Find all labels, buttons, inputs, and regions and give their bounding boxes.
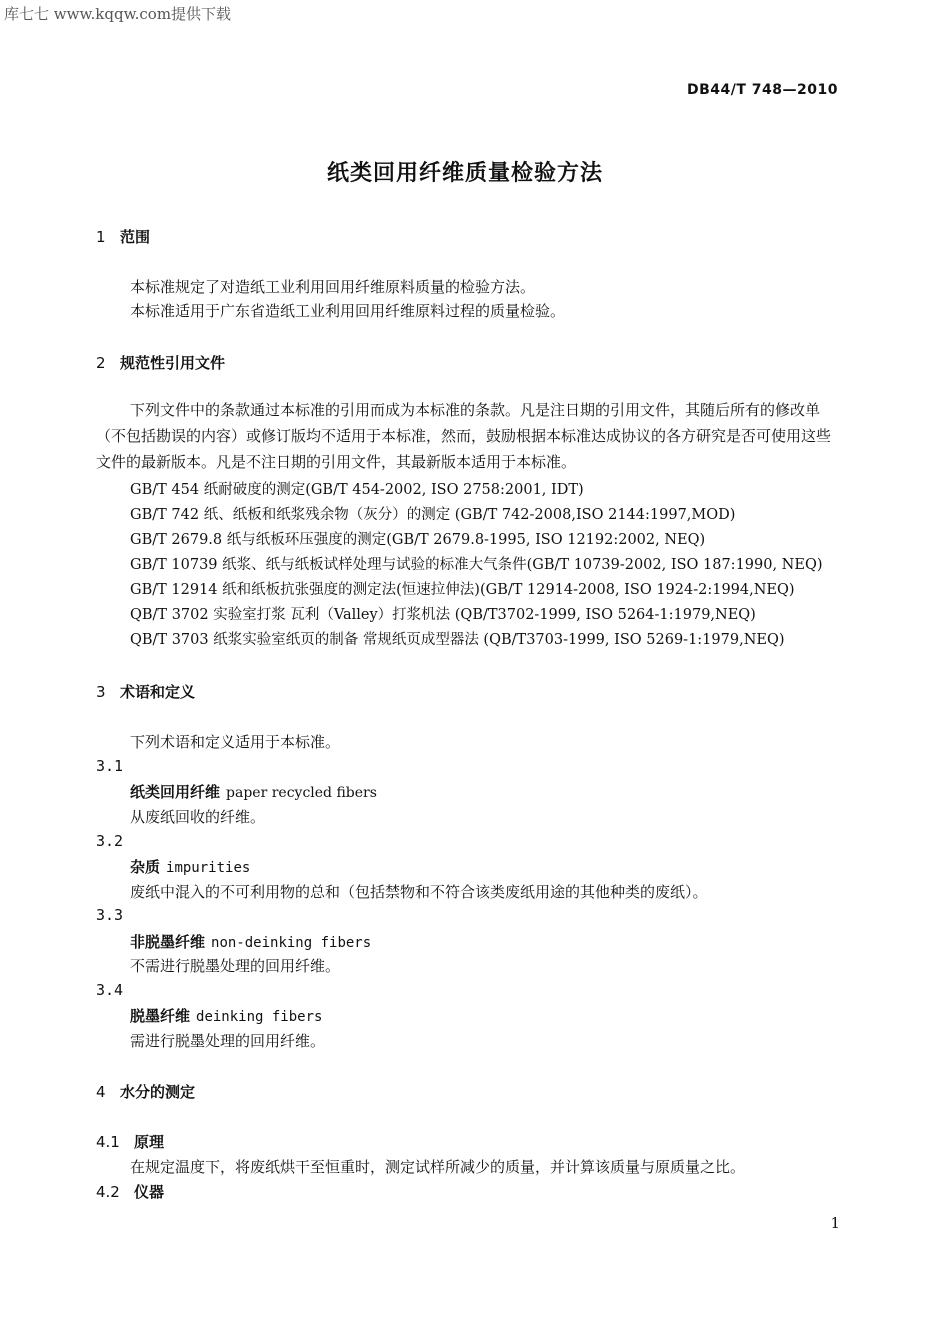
term-definition: 从废纸回收的纤维。	[130, 808, 266, 826]
term-clause-number: 3.4	[96, 981, 124, 999]
section-2-heading	[96, 352, 225, 373]
term-chinese: 纸类回用纤维	[130, 783, 221, 801]
term-english: deinking fibers	[196, 1009, 323, 1025]
section-number: 3	[96, 683, 106, 701]
section-3-heading	[96, 681, 195, 702]
subsection-title: 仪器	[134, 1183, 165, 1201]
term-definition: 废纸中混入的不可利用物的总和（包括禁物和不符合该类废纸用途的其他种类的废纸）。	[130, 883, 708, 901]
section-title: 规范性引用文件	[120, 354, 226, 372]
paragraph-line: 本标准规定了对造纸工业利用回用纤维原料质量的检验方法。	[130, 278, 536, 296]
reference-item: QB/T 3702 实验室打浆 瓦利（Valley）打浆机法 (QB/T3702-1999, ISO 5264-1:1979,NEQ)	[130, 607, 756, 623]
standard-code: DB44/T 748—2010	[687, 82, 838, 98]
principle-text: 在规定温度下，将废纸烘干至恒重时，测定试样所减少的质量，并计算该质量与原质量之比。	[130, 1158, 746, 1176]
section-1-heading	[96, 226, 150, 247]
reference-item: GB/T 2679.8 纸与纸板环压强度的测定(GB/T 2679.8-1995, ISO 12192:2002, NEQ)	[130, 532, 706, 548]
term-entry	[130, 856, 250, 877]
term-entry	[130, 931, 371, 952]
term-english: impurities	[166, 860, 251, 876]
document-title: 纸类回用纤维质量检验方法	[326, 161, 603, 186]
references-intro-text: 下列文件中的条款通过本标准的引用而成为本标准的条款。凡是注日期的引用文件，其随后所有的修改单（不包括勘误的内容）或修订版均不适用于本标准，然而，鼓励根据本标准达成协议的各方研究是否可使用这些文件的最新版本。凡是不注日期的引用文件，其最新版本适用于本标准。	[96, 401, 832, 471]
section-number: 2	[96, 354, 106, 372]
term-definition: 不需进行脱墨处理的回用纤维。	[130, 957, 341, 975]
references-intro-paragraph	[96, 397, 844, 475]
terms-intro: 下列术语和定义适用于本标准。	[130, 733, 341, 751]
subsection-number: 4.1	[96, 1133, 120, 1151]
term-chinese: 杂质	[130, 858, 161, 876]
term-entry	[130, 781, 377, 802]
section-title: 范围	[120, 228, 151, 246]
term-clause-number: 3.3	[96, 906, 124, 924]
reference-item: QB/T 3703 纸浆实验室纸页的制备 常规纸页成型器法 (QB/T3703-1999, ISO 5269-1:1979,NEQ)	[130, 632, 785, 648]
subsection-number: 4.2	[96, 1183, 120, 1201]
term-english: paper recycled fibers	[226, 785, 377, 801]
reference-item: GB/T 454 纸耐破度的测定(GB/T 454-2002, ISO 2758:2001, IDT)	[130, 482, 584, 498]
term-clause-number: 3.1	[96, 757, 124, 775]
subsection-4-1-heading	[96, 1131, 164, 1152]
term-clause-number: 3.2	[96, 832, 124, 850]
section-4-heading	[96, 1081, 195, 1102]
subsection-4-2-heading	[96, 1181, 164, 1202]
section-number: 4	[96, 1083, 106, 1101]
section-title: 术语和定义	[120, 683, 196, 701]
watermark-text: 库七七 www.kqqw.com提供下载	[4, 5, 232, 23]
section-number: 1	[96, 228, 106, 246]
term-chinese: 脱墨纤维	[130, 1007, 191, 1025]
term-entry	[130, 1005, 322, 1026]
section-title: 水分的测定	[120, 1083, 196, 1101]
term-definition: 需进行脱墨处理的回用纤维。	[130, 1032, 326, 1050]
reference-item: GB/T 10739 纸浆、纸与纸板试样处理与试验的标准大气条件(GB/T 10739-2002, ISO 187:1990, NEQ)	[130, 557, 823, 573]
page-number: 1	[830, 1214, 840, 1232]
term-english: non-deinking fibers	[211, 935, 372, 951]
reference-item: GB/T 742 纸、纸板和纸浆残余物（灰分）的测定 (GB/T 742-2008,ISO 2144:1997,MOD)	[130, 507, 736, 523]
reference-item: GB/T 12914 纸和纸板抗张强度的测定法(恒速拉伸法)(GB/T 12914-2008, ISO 1924-2:1994,NEQ)	[130, 582, 795, 598]
paragraph-line: 本标准适用于广东省造纸工业利用回用纤维原料过程的质量检验。	[130, 302, 566, 320]
subsection-title: 原理	[134, 1133, 165, 1151]
term-chinese: 非脱墨纤维	[130, 933, 206, 951]
